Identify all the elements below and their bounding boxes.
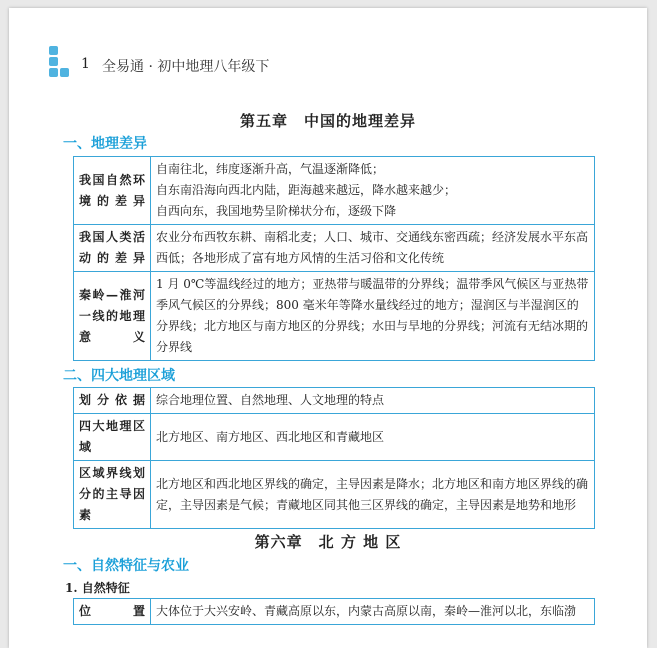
page-number: 1 bbox=[81, 56, 90, 72]
table-row bbox=[74, 414, 595, 461]
row-key: 四大地理区域 bbox=[74, 414, 151, 461]
table-row bbox=[74, 225, 595, 272]
chapter-6-title: 第六章 北 方 地 区 bbox=[254, 533, 402, 551]
table-row bbox=[74, 388, 595, 414]
natural-features-table bbox=[73, 598, 595, 625]
book-logo-icon bbox=[49, 46, 73, 80]
row-key: 位置 bbox=[74, 599, 151, 625]
row-value: 1 月 0℃等温线经过的地方；亚热带与暖温带的分界线；温带季风气候区与亚热带季风气候区的分界线；800 毫米年等降水量线经过的地方；湿润区与半湿润区的分界线；北方地区与南方地区的分界线；水田与旱地的分界线；河流有无结冰期的分界线 bbox=[151, 272, 595, 361]
row-key: 秦岭—淮河一线的地理意义 bbox=[74, 272, 151, 361]
row-value: 大体位于大兴安岭、青藏高原以东，内蒙古高原以南，秦岭—淮河以北，东临渤 bbox=[151, 599, 595, 625]
table-row bbox=[74, 461, 595, 529]
geographic-differences-table bbox=[73, 156, 595, 361]
section-natural-features: 一、自然特征与农业 bbox=[63, 558, 189, 574]
table-row bbox=[74, 599, 595, 625]
document-page bbox=[9, 8, 647, 648]
row-key: 我国人类活动的差异 bbox=[74, 225, 151, 272]
row-value: 自南往北，纬度逐渐升高，气温逐渐降低； 自东南沿海向西北内陆，距海越来越远，降水越来越少； 自西向东，我国地势呈阶梯状分布，逐级下降 bbox=[151, 157, 595, 225]
subheading-natural-features: 1. 自然特征 bbox=[65, 581, 130, 595]
row-value: 农业分布西牧东耕、南稻北麦；人口、城市、交通线东密西疏；经济发展水平东高西低；各地形成了富有地方风情的生活习俗和文化传统 bbox=[151, 225, 595, 272]
section-four-regions: 二、四大地理区域 bbox=[63, 368, 175, 384]
book-title: 全易通 · 初中地理八年级下 bbox=[102, 59, 270, 75]
row-key: 我国自然环境的差异 bbox=[74, 157, 151, 225]
row-value: 北方地区和西北地区界线的确定，主导因素是降水；北方地区和南方地区界线的确定，主导因素是气候；青藏地区同其他三区界线的确定，主导因素是地势和地形 bbox=[151, 461, 595, 529]
chapter-5-title: 第五章 中国的地理差异 bbox=[239, 112, 416, 130]
row-key: 划分依据 bbox=[74, 388, 151, 414]
row-key: 区域界线划分的主导因素 bbox=[74, 461, 151, 529]
table-row bbox=[74, 272, 595, 361]
row-value: 综合地理位置、自然地理、人文地理的特点 bbox=[151, 388, 595, 414]
row-value: 北方地区、南方地区、西北地区和青藏地区 bbox=[151, 414, 595, 461]
section-geographic-differences: 一、地理差异 bbox=[63, 136, 147, 152]
table-row bbox=[74, 157, 595, 225]
four-regions-table bbox=[73, 387, 595, 529]
